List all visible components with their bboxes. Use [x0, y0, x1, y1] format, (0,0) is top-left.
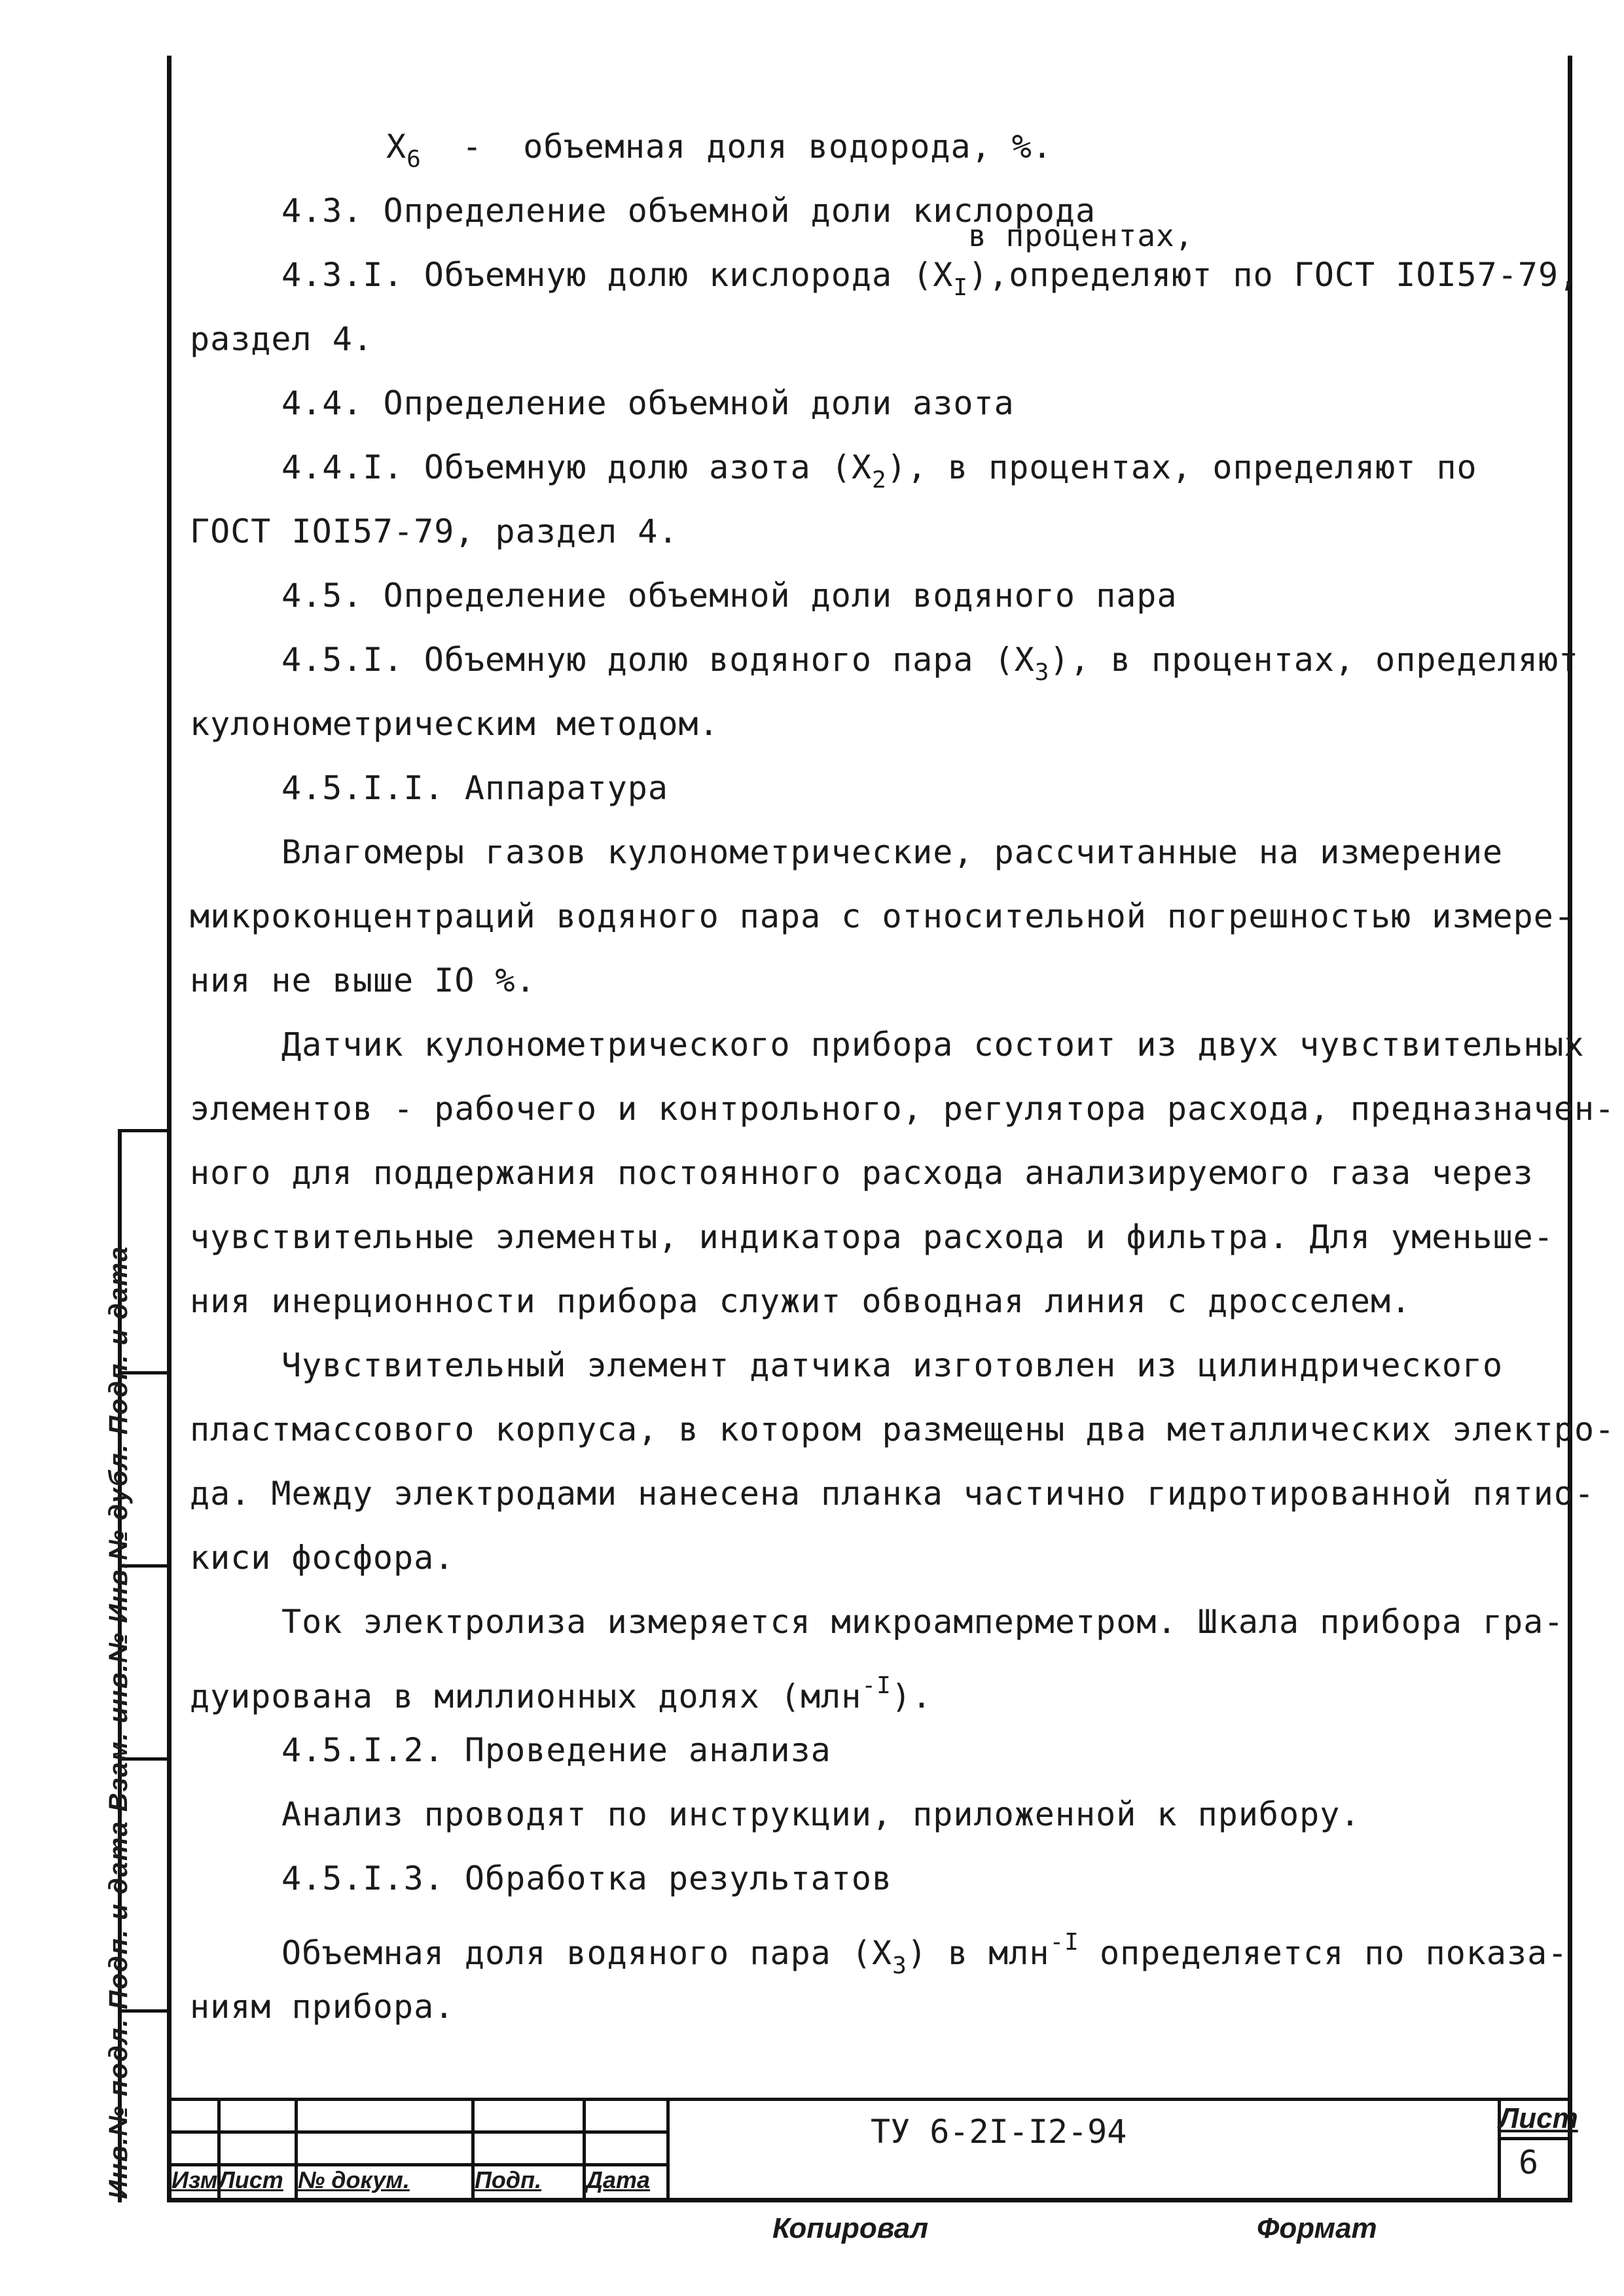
section-heading: 4.5.I.2. Проведение анализа	[281, 1731, 831, 1769]
title-block-row-line	[1499, 2137, 1568, 2140]
text-line: ного для поддержания постоянного расхода анализируемого газа через	[190, 1154, 1534, 1192]
section-heading: 4.4. Определение объемной доли азота	[281, 384, 1015, 422]
side-stamp-divider	[118, 1129, 171, 1132]
text-line: 4.4.I. Объемную долю азота $(X_2)$, в процентах, определяют по	[281, 448, 1477, 493]
title-block-label-change: Изм	[171, 2166, 218, 2193]
section-heading: 4.3. Определение объемной доли кислорода	[281, 192, 1096, 230]
title-block-label-doc-number: № докум.	[298, 2166, 410, 2193]
text-line: ния инерционности прибора служит обводная линия с дросселем.	[190, 1282, 1412, 1320]
section-heading: 4.5. Определение объемной доли водяного пара	[281, 577, 1178, 615]
text-line: раздел 4.	[190, 320, 373, 358]
title-block-label-sheet: Лист	[219, 2166, 283, 2193]
text-line: элементов - рабочего и контрольного, регулятора расхода, предназначен-	[190, 1090, 1615, 1128]
text-line: микроконцентраций водяного пара с относительной погрешностью измере-	[190, 897, 1574, 935]
frame-right-border	[1568, 56, 1572, 2202]
title-block-label-signature: Подп.	[475, 2166, 542, 2193]
text-line: Датчик кулонометрического прибора состоит из двух чувствительных	[281, 1026, 1585, 1064]
text-line: дуирована в миллионных долях (млн$^{-I}$).	[190, 1672, 932, 1715]
text-line: да. Между электродами нанесена планка частично гидротированной пятио-	[190, 1475, 1595, 1513]
inserted-annotation: в процентах,	[968, 218, 1194, 253]
document-code: ТУ 6-2I-I2-94	[871, 2113, 1127, 2151]
text-line: киси фосфора.	[190, 1539, 455, 1577]
text-line: кулонометрическим методом.	[190, 705, 719, 743]
side-stamp-text: Инв.№ подл. Подп. и дата Взам. инв.№ Инв.№ дубл. Подп. и дата	[104, 1246, 133, 2199]
title-block-top-line	[171, 2098, 1568, 2101]
sheet-number: 6	[1519, 2144, 1539, 2181]
text-line: Влагомеры газов кулонометрические, рассчитанные на измерение	[281, 833, 1504, 871]
text-line: $X_6$ - объемная доля водорода, %.	[386, 128, 1053, 173]
text-line: пластмассового корпуса, в котором размещены два металлических электро-	[190, 1410, 1615, 1448]
sheet-label: Лист	[1499, 2102, 1578, 2134]
footer-copied-label: Копировал	[772, 2212, 929, 2244]
text-line: ниям прибора.	[190, 1988, 455, 2026]
title-block-row-line	[171, 2130, 669, 2134]
text-line: Анализ проводят по инструкции, приложенной к прибору.	[281, 1795, 1361, 1833]
title-block-col-line	[666, 2098, 670, 2199]
text-line: чувствительные элементы, индикатора расхода и фильтра. Для уменьше-	[190, 1218, 1554, 1256]
text-line: Ток электролиза измеряется микроамперметром. Шкала прибора гра-	[281, 1603, 1564, 1641]
section-heading: 4.5.I.I. Аппаратура	[281, 769, 668, 807]
section-heading: 4.5.I.3. Обработка результатов	[281, 1859, 893, 1897]
frame-bottom-border	[167, 2198, 1572, 2202]
text-line: Чувствительный элемент датчика изготовлен из цилиндрического	[281, 1346, 1504, 1384]
text-line: 4.3.I. Объемную долю кислорода $(X_I)$, в процентах, определяют по ГОСТ IOI57-79,	[281, 218, 1579, 301]
text-line: ГОСТ IOI57-79, раздел 4.	[190, 512, 679, 550]
text-line: Объемная доля водяного пара $(X_3)$ в млн$^{-I}$ определяется по показа-	[281, 1929, 1568, 1979]
footer-format-label: Формат	[1257, 2212, 1377, 2244]
text-line: ния не выше IO %.	[190, 961, 536, 999]
title-block-label-date: Дата	[586, 2166, 651, 2193]
document-body	[190, 115, 1615, 2039]
text-line: 4.5.I. Объемную долю водяного пара $(X_3)$, в процентах, определяют	[281, 641, 1579, 686]
